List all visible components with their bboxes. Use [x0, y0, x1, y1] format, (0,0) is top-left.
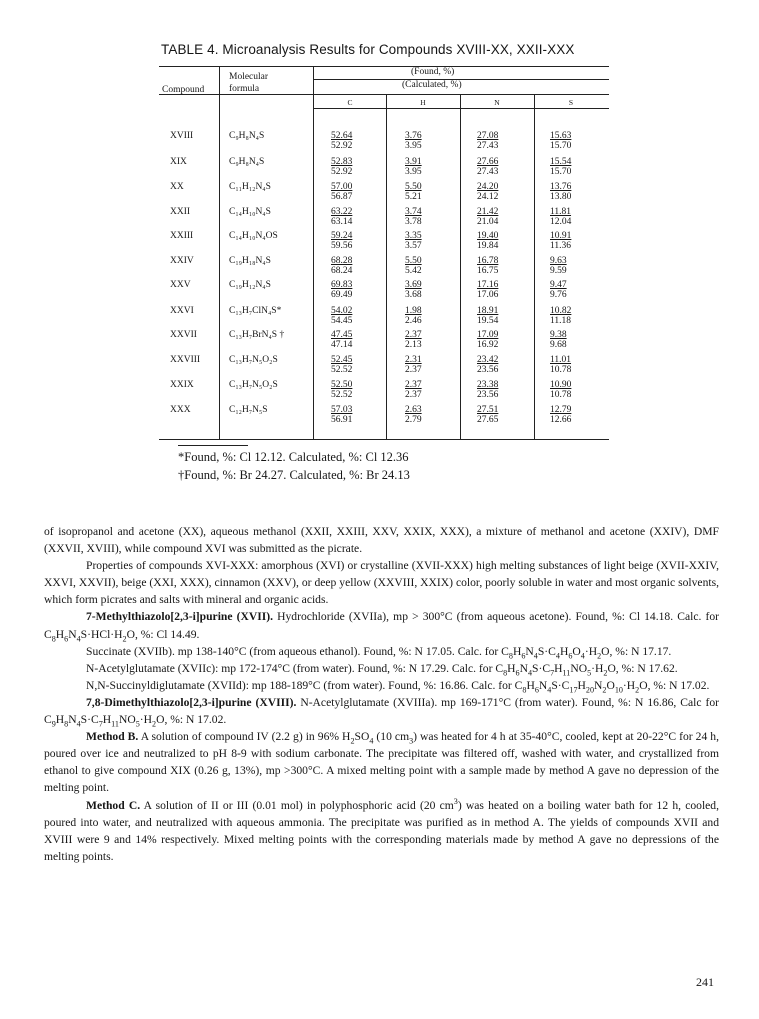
found-h: 2.63	[405, 405, 422, 415]
paragraph: Succinate (XVIIb). mp 138-140°C (from aqueous ethanol). Found, %: N 17.05. Calc. for $C_8H_6N_4S\cdot C_4H_6O_4\cdot H_2O$, %: N 17.17.	[86, 644, 672, 660]
formula-cell: C₁₃H₇N₅O₂S	[229, 380, 278, 390]
calc-c: 68.24	[331, 266, 353, 276]
compound-cell: XXII	[170, 207, 191, 217]
calc-c: 56.91	[331, 415, 353, 425]
header-formula-line2: formula	[229, 84, 260, 94]
calc-s: 11.36	[550, 241, 572, 251]
footnote-rule	[178, 445, 248, 446]
found-c: 63.22	[331, 207, 353, 217]
calc-n: 17.06	[477, 290, 499, 300]
compound-cell: XXIII	[170, 231, 194, 241]
paragraph: Properties of compounds XVI-XXX: amorphous (XVI) or crystalline (XVII-XXX) high melting substances of light beige (XVII-XXIV, XXVI, XXVII), beige (XXI, XXX), cinnamon (XXV), or deep yellow (XXVIII, XXIX) color, poorly soluble in water and most organic solvents, which form picrates and salts with mineral and organic acids.	[44, 559, 719, 607]
calc-s: 13.80	[550, 192, 572, 202]
calc-n: 19.84	[477, 241, 499, 251]
found-c: 52.64	[331, 131, 353, 141]
element-header-s: S	[568, 98, 574, 107]
compound-cell: XXIV	[170, 256, 194, 266]
compound-cell: XX	[170, 182, 184, 192]
found-h: 5.50	[405, 182, 422, 192]
found-n: 23.42	[477, 355, 499, 365]
found-n: 16.78	[477, 256, 499, 266]
found-n: 17.16	[477, 280, 499, 290]
found-s: 9.63	[550, 256, 567, 266]
calc-c: 52.52	[331, 365, 353, 375]
calc-s: 11.18	[550, 316, 572, 326]
found-s: 11.01	[550, 355, 572, 365]
found-n: 27.08	[477, 131, 499, 141]
col-divider-5	[534, 94, 535, 439]
table-header-rule	[159, 94, 609, 95]
col-divider-3	[386, 94, 387, 439]
footnote-cl: *Found, %: Cl 12.12. Calculated, %: Cl 12.36	[178, 450, 409, 464]
found-h: 2.31	[405, 355, 422, 365]
found-c: 68.28	[331, 256, 353, 266]
calc-n: 16.75	[477, 266, 499, 276]
method-heading: Method C.	[86, 798, 141, 812]
found-c: 69.83	[331, 280, 353, 290]
found-s: 11.81	[550, 207, 572, 217]
paragraph: Method B. A solution of compound IV (2.2 g) in 96% $H_2SO_4$ (10 $cm_3$) was heated for 4 h at 35-40°C, cooled, kept at 20-22°C for 24 h, poured over ice and neutralized to pH 8-9 with sodium carbonate. The precipitate was filtered off, washed with water, and crystallized from ethanol to give compound XIX (0.26 g, 13%), mp >300°C. A mixed melting point with a sample made by method A gave no depression of the melting point.	[44, 730, 719, 795]
element-header-c: C	[347, 98, 353, 107]
body-text	[44, 523, 719, 865]
formula-cell: C₁₄H₁₀N₄OS	[229, 231, 278, 241]
found-s: 9.47	[550, 280, 567, 290]
header-found: (Found, %)	[411, 67, 455, 77]
compound-cell: XVIII	[170, 131, 194, 141]
element-header-n: N	[494, 98, 500, 107]
paragraph: N-Acetylglutamate (XVIIc): mp 172-174°C (from water). Found, %: N 17.29. Calc. for $C_8H_6N_4S\cdot C_7H_{11}NO_5\cdot H_2O$, %: N 17.62.	[86, 661, 678, 678]
paragraph: N,N-Succinyldiglutamate (XVIId): mp 188-189°C (from water). Found, %: 16.86. Calc. for $C_8H_6N_4S\cdot C_{17}H_{20}N_2O_{10}\cdot H_2O$, %: N 17.02.	[86, 678, 710, 695]
found-h: 1.98	[405, 306, 422, 316]
compound-cell: XXIX	[170, 380, 194, 390]
calc-h: 3.95	[405, 141, 422, 151]
found-s: 10.90	[550, 380, 572, 390]
formula-cell: C₁₃H₇BrN₄S †	[229, 330, 285, 340]
compound-cell: XXVI	[170, 306, 194, 316]
found-h: 3.35	[405, 231, 422, 241]
found-h: 3.69	[405, 280, 422, 290]
found-s: 12.79	[550, 405, 572, 415]
formula-cell: C₁₂H₇N₅S	[229, 405, 268, 415]
footnote-br: †Found, %: Br 24.27. Calculated, %: Br 24.13	[178, 468, 410, 482]
calc-c: 47.14	[331, 340, 353, 350]
element-header-h: H	[420, 98, 426, 107]
calc-n: 16.92	[477, 340, 499, 350]
formula-cell: C₁₄H₁₀N₄S	[229, 207, 271, 217]
found-h: 3.76	[405, 131, 422, 141]
calc-n: 23.56	[477, 390, 499, 400]
calc-h: 3.57	[405, 241, 422, 251]
formula-cell: C₁₉H₁₂N₄S	[229, 280, 271, 290]
found-s: 13.76	[550, 182, 572, 192]
header-formula-line1: Molecular	[229, 72, 269, 82]
found-h: 3.74	[405, 207, 422, 217]
col-divider-4	[460, 94, 461, 439]
calc-h: 5.21	[405, 192, 422, 202]
calc-n: 27.65	[477, 415, 499, 425]
compound-cell: XXV	[170, 280, 191, 290]
formula-cell: C₁₁H₁₂N₄S	[229, 182, 271, 192]
found-c: 52.50	[331, 380, 353, 390]
found-s: 15.54	[550, 157, 572, 167]
calc-c: 63.14	[331, 217, 353, 227]
compound-heading: 7-Methylthiazolo[2,3-i]purine (XVII).	[86, 610, 274, 624]
calc-c: 52.92	[331, 141, 353, 151]
calc-s: 12.66	[550, 415, 572, 425]
found-n: 24.20	[477, 182, 499, 192]
found-h: 2.37	[405, 380, 422, 390]
calc-s: 12.04	[550, 217, 572, 227]
found-s: 10.91	[550, 231, 572, 241]
found-n: 27.51	[477, 405, 499, 415]
found-s: 9.38	[550, 330, 567, 340]
col-divider-2	[313, 66, 314, 439]
header-calculated: (Calculated, %)	[402, 80, 462, 90]
compound-cell: XXX	[170, 405, 191, 415]
found-c: 59.24	[331, 231, 353, 241]
calc-c: 52.92	[331, 167, 353, 177]
compound-cell: XIX	[170, 157, 187, 167]
header-compound: Compound	[162, 85, 205, 95]
calc-n: 24.12	[477, 192, 499, 202]
found-s: 15.63	[550, 131, 572, 141]
calc-h: 2.37	[405, 365, 422, 375]
calc-s: 9.76	[550, 290, 567, 300]
formula-cell: C₁₃H₇N₅O₂S	[229, 355, 278, 365]
table-caption: TABLE 4. Microanalysis Results for Compounds XVIII-XX, XXII-XXX	[161, 42, 575, 57]
calc-n: 27.43	[477, 141, 499, 151]
found-h: 3.91	[405, 157, 422, 167]
calc-n: 27.43	[477, 167, 499, 177]
calc-n: 23.56	[477, 365, 499, 375]
calc-c: 54.45	[331, 316, 353, 326]
calc-h: 2.79	[405, 415, 422, 425]
calc-c: 69.49	[331, 290, 353, 300]
calc-s: 15.70	[550, 167, 572, 177]
page-number: 241	[696, 975, 714, 989]
calc-n: 19.54	[477, 316, 499, 326]
paragraph: 7,8-Dimethylthiazolo[2,3-i]purine (XVIII). N-Acetylglutamate (XVIIIa). mp 169-171°C (from water). Found, %: N 16.86, Calc for $C_9H_8N_4S\cdot C_7H_{11}NO_5\cdot H_2O$, %: N 17.02.	[44, 695, 719, 729]
found-c: 52.83	[331, 157, 353, 167]
found-n: 27.66	[477, 157, 499, 167]
found-c: 54.02	[331, 306, 353, 316]
calc-s: 10.78	[550, 365, 572, 375]
compound-cell: XXVIII	[170, 355, 201, 365]
calc-h: 2.13	[405, 340, 422, 350]
formula-cell: C₉H₈N₄S	[229, 157, 265, 167]
calc-s: 9.59	[550, 266, 567, 276]
formula-cell: C₉H₈N₄S	[229, 131, 265, 141]
calc-h: 3.95	[405, 167, 422, 177]
formula-cell: C₁₉H₁₈N₄S	[229, 256, 271, 266]
found-n: 23.38	[477, 380, 499, 390]
found-h: 5.50	[405, 256, 422, 266]
found-n: 18.91	[477, 306, 499, 316]
calc-s: 15.70	[550, 141, 572, 151]
method-heading: Method B.	[86, 730, 139, 744]
calc-h: 3.78	[405, 217, 422, 227]
table-bottom-rule	[159, 439, 609, 440]
subheader-rule	[313, 108, 609, 109]
calc-n: 21.04	[477, 217, 499, 227]
calc-h: 2.46	[405, 316, 422, 326]
calc-h: 2.37	[405, 390, 422, 400]
formula-cell: C₁₃H₇ClN₄S*	[229, 306, 282, 316]
calc-h: 5.42	[405, 266, 422, 276]
calc-c: 56.87	[331, 192, 353, 202]
found-n: 19.40	[477, 231, 499, 241]
calc-c: 52.52	[331, 390, 353, 400]
compound-heading: 7,8-Dimethylthiazolo[2,3-i]purine (XVIII).	[86, 695, 297, 709]
found-n: 17.09	[477, 330, 499, 340]
calc-c: 59.56	[331, 241, 353, 251]
found-s: 10.82	[550, 306, 572, 316]
col-divider-1	[219, 66, 220, 439]
found-h: 2.37	[405, 330, 422, 340]
found-n: 21.42	[477, 207, 499, 217]
table-top-rule	[159, 66, 609, 67]
compound-cell: XXVII	[170, 330, 197, 340]
calc-h: 3.68	[405, 290, 422, 300]
found-c: 57.00	[331, 182, 353, 192]
found-c: 52.45	[331, 355, 353, 365]
calc-s: 9.68	[550, 340, 567, 350]
paragraph: 7-Methylthiazolo[2,3-i]purine (XVII). Hydrochloride (XVIIa), mp > 300°C (from aqueous acetone). Found, %: Cl 14.18. Calc. for $C_8H_6N_4S\cdot HCl\cdot H_2O$, %: Cl 14.49.	[44, 610, 719, 643]
found-c: 47.45	[331, 330, 353, 340]
calc-s: 10.78	[550, 390, 572, 400]
paragraph: of isopropanol and acetone (XX), aqueous methanol (XXII, XXIII, XXV, XXIX, XXX), a mixture of methanol and acetone (XXIV), DMF (XXVII, XVIII), while compound XVI was submitted as the picrate.	[44, 525, 719, 556]
found-c: 57.03	[331, 405, 353, 415]
paragraph: Method C. A solution of II or III (0.01 mol) in polyphosphoric acid (20 $cm^3$) was heated on a boiling water bath for 12 h, cooled, poured into water, and neutralized with aqueous ammonia. The precipitate was purified as in method A. The yields of compounds XVII and XVIII were 9 and 14% respectively. Mixed melting points with the corresponding materials made by method A gave no depressions of the melting points.	[44, 796, 720, 863]
